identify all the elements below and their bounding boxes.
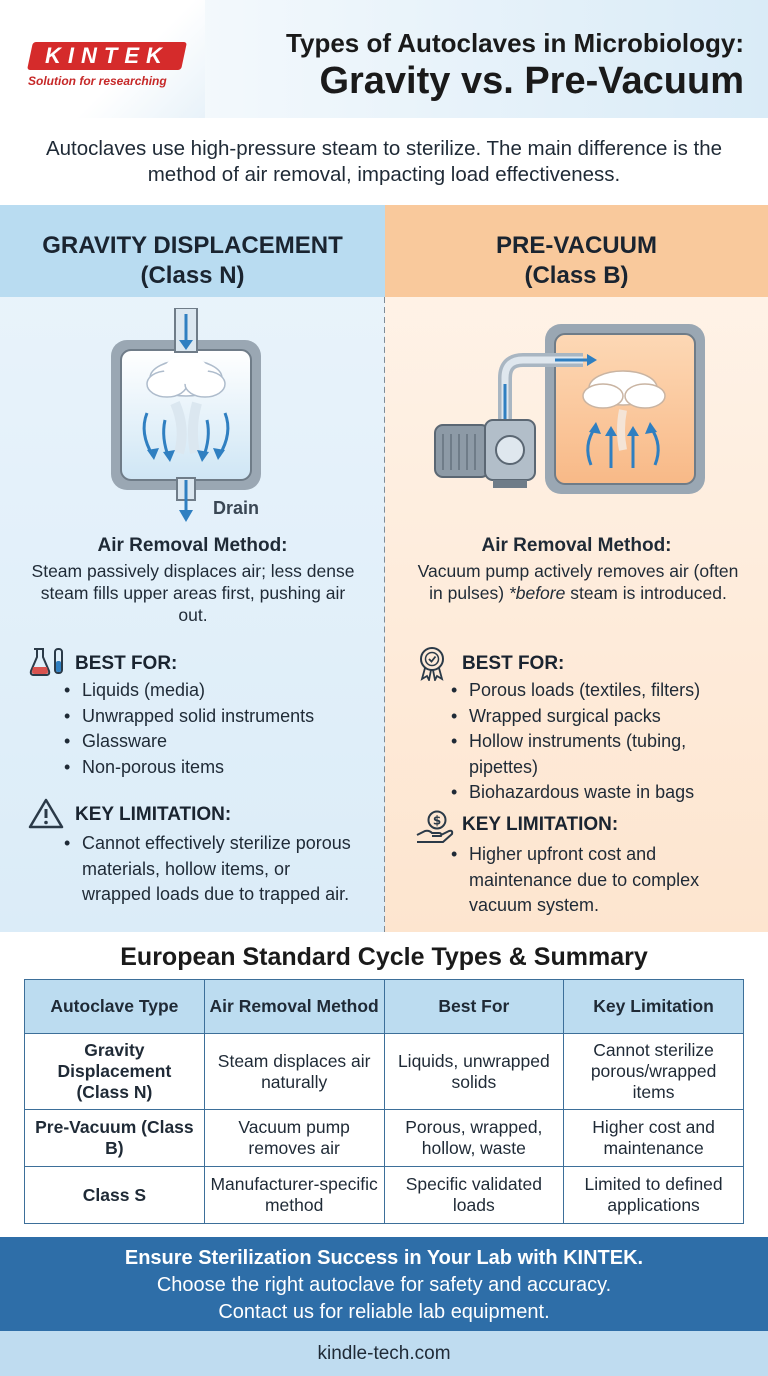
list-item: • Non-porous items (64, 755, 374, 781)
lab-flask-icon (28, 645, 68, 679)
table-cell: Vacuum pump removes air (204, 1110, 384, 1167)
prevac-best-for-list (451, 678, 751, 806)
list-item: • Biohazardous waste in bags (451, 780, 751, 806)
table-cell: Steam displaces air naturally (204, 1034, 384, 1110)
gravity-best-for-label: BEST FOR: (75, 653, 178, 674)
gravity-autoclave-icon (95, 308, 295, 528)
cta-line3[interactable]: Contact us for reliable lab equipment. (218, 1301, 550, 1323)
gravity-heading (0, 205, 385, 297)
gravity-method-text: Steam passively displaces air; less dense steam fills upper areas first, pushing air out. (31, 561, 355, 625)
svg-text:$: $ (432, 813, 442, 828)
cost-hand-icon (415, 809, 455, 845)
logo-text[interactable]: KINTEK (45, 43, 169, 68)
cta-line2: Choose the right autoclave for safety and accuracy. (156, 1274, 612, 1296)
vacuum-pump-autoclave-icon (433, 320, 713, 500)
table-cell: Class S (25, 1167, 205, 1224)
table-cell: Limited to defined applications (564, 1167, 744, 1224)
cta-line1: Ensure Sterilization Success in Your Lab with KINTEK. (124, 1247, 644, 1269)
summary-table (24, 979, 744, 1224)
summary-header-cell: Best For (384, 980, 564, 1034)
drain-label: Drain (213, 498, 260, 518)
gravity-best-for-list (64, 678, 374, 780)
table-cell: Cannot sterilize porous/wrapped items (564, 1034, 744, 1110)
prevac-heading (385, 205, 768, 297)
gravity-heading-line1: GRAVITY DISPLACEMENT (42, 232, 343, 259)
website-link[interactable]: kindle-tech.com (0, 1331, 768, 1376)
logo-area (0, 0, 205, 118)
prevac-method-title: Air Removal Method: (481, 535, 672, 556)
prevac-column (385, 205, 768, 932)
table-cell: Porous, wrapped, hollow, waste (384, 1110, 564, 1167)
award-badge-icon (415, 645, 449, 681)
list-item: • Glassware (64, 729, 374, 755)
summary-header-cell: Air Removal Method (204, 980, 384, 1034)
prevac-heading-line2: (Class B) (524, 262, 629, 289)
list-item: • Higher upfront cost and maintenance due to complex vacuum system. (451, 842, 741, 919)
gravity-limitation-label: KEY LIMITATION: (75, 804, 232, 825)
list-item: • Liquids (media) (64, 678, 374, 704)
summary-title: European Standard Cycle Types & Summary (120, 943, 648, 971)
page-title-line2: Gravity vs. Pre-Vacuum (319, 60, 744, 102)
list-item: • Porous loads (textiles, filters) (451, 678, 751, 704)
table-cell: Manufacturer-specific method (204, 1167, 384, 1224)
prevac-method-pre: Vacuum pump actively removes air (often in pulses) (417, 561, 739, 603)
prevac-limitation-label: KEY LIMITATION: (462, 814, 619, 835)
list-item: • Unwrapped solid instruments (64, 704, 374, 730)
summary-header-cell: Key Limitation (564, 980, 744, 1034)
prevac-method-text (409, 560, 747, 604)
table-row (25, 1034, 744, 1110)
table-cell: Pre-Vacuum (Class B) (25, 1110, 205, 1167)
intro-text: Autoclaves use high-pressure steam to sterilize. The main difference is the method of air removal, impacting load effectiveness. (45, 137, 723, 186)
warning-triangle-icon (28, 797, 64, 829)
header (0, 0, 768, 118)
list-item: • Cannot effectively sterilize porous materials, hollow items, or wrapped loads due to trapped air. (64, 831, 364, 908)
summary-header-cell: Autoclave Type (25, 980, 205, 1034)
prevac-heading-line1: PRE-VACUUM (496, 232, 657, 259)
gravity-limitation-list (64, 831, 364, 908)
table-cell: Specific validated loads (384, 1167, 564, 1224)
table-row (25, 1167, 744, 1224)
gravity-column (0, 205, 385, 932)
table-cell: Higher cost and maintenance (564, 1110, 744, 1167)
logo-tagline: Solution for researching (28, 74, 167, 88)
list-item: • Hollow instruments (tubing, pipettes) (451, 729, 751, 780)
page-title-line1: Types of Autoclaves in Microbiology: (286, 28, 744, 58)
table-row (25, 1110, 744, 1167)
table-cell: Liquids, unwrapped solids (384, 1034, 564, 1110)
gravity-heading-line2: (Class N) (140, 262, 245, 289)
prevac-method-emphasis: *before (508, 583, 566, 603)
gravity-method-title: Air Removal Method: (97, 535, 288, 556)
prevac-best-for-label: BEST FOR: (462, 653, 565, 674)
prevac-limitation-list (451, 842, 741, 919)
list-item: • Wrapped surgical packs (451, 704, 751, 730)
summary-header-row (25, 980, 744, 1034)
cta-banner (0, 1237, 768, 1331)
prevac-method-post: steam is introduced. (565, 583, 727, 603)
table-cell: Gravity Displacement (Class N) (25, 1034, 205, 1110)
